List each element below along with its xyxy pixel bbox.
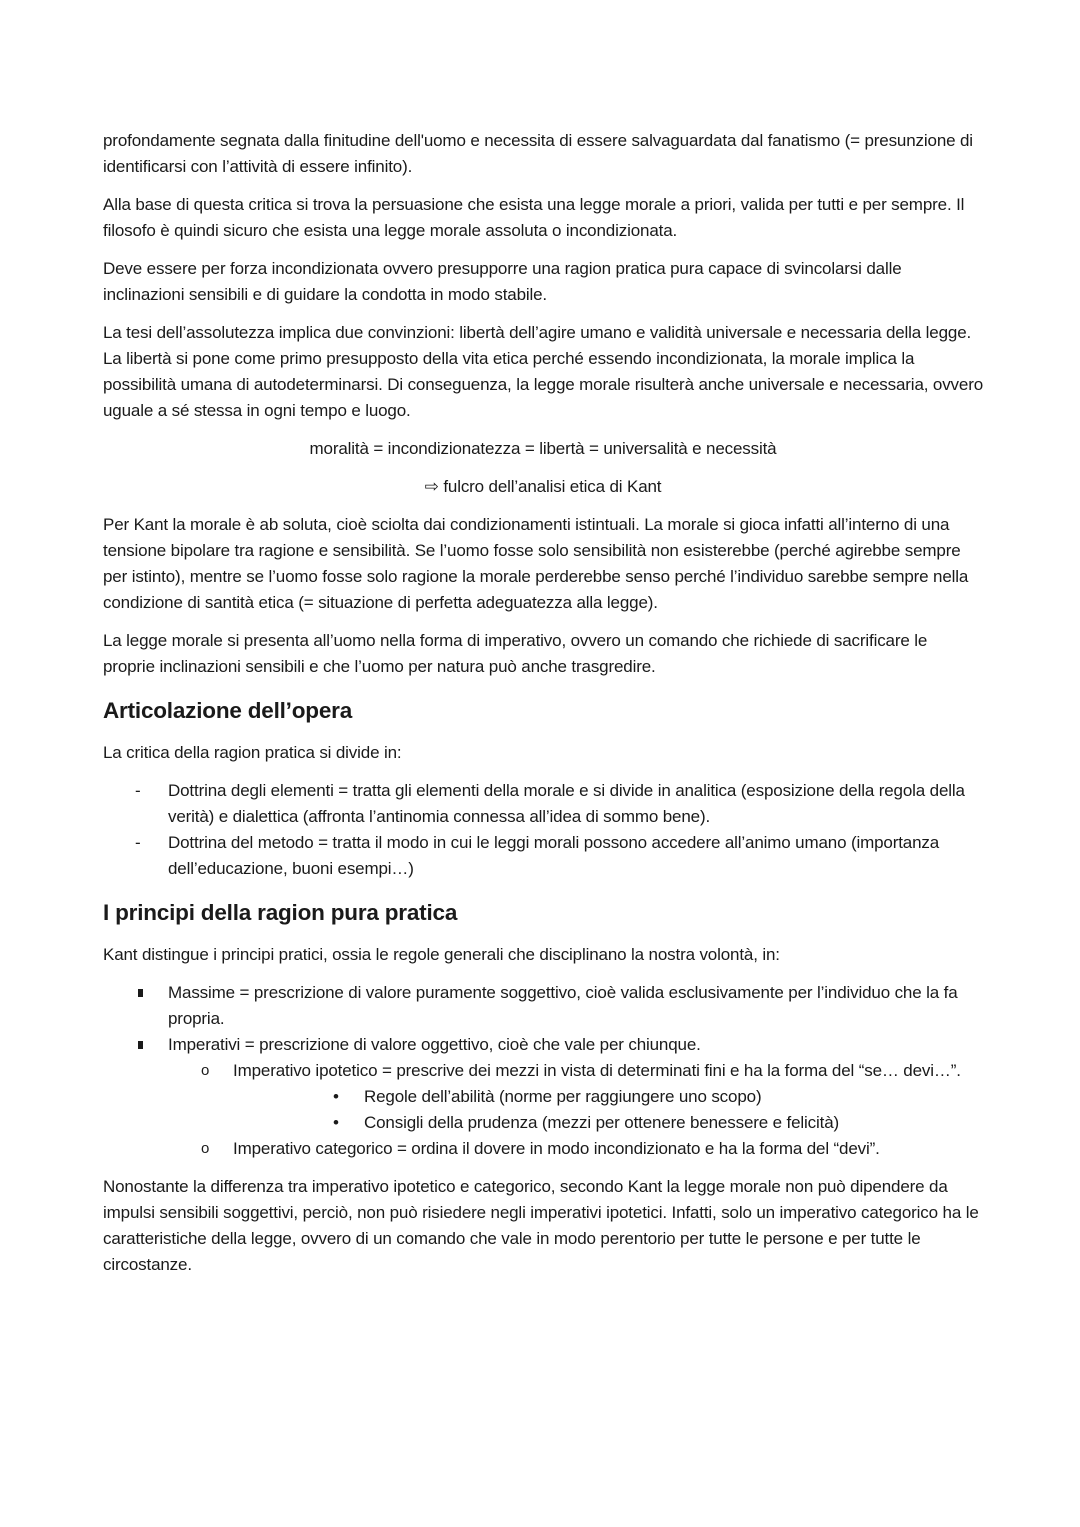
paragraph-imperativo: La legge morale si presenta all’uomo nella forma di imperativo, ovvero un comando che richiede di sacrificare le proprie inclinazioni sensibili e che l’uomo per natura può anche trasgredire. (103, 631, 928, 676)
dash-bullet-icon: - (135, 781, 141, 800)
square-bullet-icon (138, 1041, 143, 1049)
principi-intro: Kant distingue i principi pratici, ossia le regole generali che disciplinano la nostra volontà, in: (103, 945, 780, 964)
list-item-categorico: o Imperativo categorico = ordina il dovere in modo incondizionato e ha la forma del “devi”. (103, 1136, 983, 1162)
dot-bullet-icon: • (333, 1113, 339, 1132)
paragraph-fanatismo: profondamente segnata dalla finitudine dell'uomo e necessita di essere salvaguardata dal fanatismo (= presunzione di identificarsi con l’attività di essere infinito). (103, 131, 973, 176)
principi-list (103, 980, 983, 1162)
articolazione-intro: La critica della ragion pratica si divide in: (103, 743, 402, 762)
list-item-consigli: • Consigli della prudenza (mezzi per ottenere benessere e felicità) (103, 1110, 983, 1136)
heading-articolazione: Articolazione dell’opera (103, 698, 353, 723)
circle-bullet-icon: o (201, 1140, 210, 1157)
list-item-ipotetico: o Imperativo ipotetico = prescrive dei mezzi in vista di determinati fini e ha la forma del “se… devi…”. (103, 1058, 983, 1084)
formula-line: moralità = incondizionatezza = libertà = universalità e necessità (309, 439, 777, 458)
dot-bullet-icon: • (333, 1087, 339, 1106)
circle-bullet-icon: o (201, 1062, 210, 1079)
list-item-imperativi: Imperativi = prescrizione di valore oggettivo, cioè che vale per chiunque. (103, 1032, 983, 1058)
dash-bullet-icon: - (135, 833, 141, 852)
paragraph-assolutezza: La tesi dell’assolutezza implica due convinzioni: libertà dell’agire umano e validità universale e necessaria della legge. La libertà si pone come primo presupposto della vita etica perché essendo incondizionata, la morale implica la possibilità umana di autodeterminarsi. Di conseguenza, la legge morale risulterà anche universale e necessaria, ovvero uguale a sé stessa in ogni tempo e luogo. (103, 323, 984, 420)
formula-note: fulcro dell’analisi etica di Kant (443, 477, 662, 496)
list-item-regole: • Regole dell’abilità (norme per raggiungere uno scopo) (103, 1084, 983, 1110)
formula-note-line (103, 474, 983, 500)
square-bullet-icon (138, 989, 143, 997)
paragraph-incondizionata: Deve essere per forza incondizionata ovvero presupporre una ragion pratica pura capace di svincolarsi dalle inclinazioni sensibili e di guidare la condotta in modo stabile. (103, 259, 902, 304)
paragraph-conclusion: Nonostante la differenza tra imperativo ipotetico e categorico, secondo Kant la legge morale non può dipendere da impulsi sensibili soggettivi, perciò, non può risiedere negli imperativi ipotetici. Infatti, solo un imperativo categorico ha le caratteristiche della legge, ovvero di un comando che vale in modo perentorio per tutte le persone e per tutte le circostanze. (103, 1177, 979, 1274)
paragraph-legge-a-priori: Alla base di questa critica si trova la persuasione che esista una legge morale a priori, valida per tutti e per sempre. Il filosofo è quindi sicuro che esista una legge morale assoluta o incondizionata. (103, 195, 965, 240)
arrow-right-icon: ⇨ (424, 477, 439, 496)
heading-principi: I principi della ragion pura pratica (103, 900, 458, 925)
list-item: - Dottrina del metodo = tratta il modo in cui le leggi morali possono accedere all’animo umano (importanza dell’educazione, buoni esempi…) (103, 830, 983, 882)
document-page (103, 128, 983, 1290)
list-item-massime: Massime = prescrizione di valore puramente soggettivo, cioè valida esclusivamente per l’individuo che la fa propria. (103, 980, 983, 1032)
list-item: - Dottrina degli elementi = tratta gli elementi della morale e si divide in analitica (esposizione della regola della verità) e dialettica (affronta l’antinomia connessa all’idea di sommo bene). (103, 778, 983, 830)
paragraph-ab-soluta: Per Kant la morale è ab soluta, cioè sciolta dai condizionamenti istintuali. La morale si gioca infatti all’interno di una tensione bipolare tra ragione e sensibilità. Se l’uomo fosse solo sensibilità non esisterebbe (perché agirebbe sempre per istinto), mentre se l’uomo fosse solo ragione la morale perderebbe senso perché l’individuo sarebbe sempre nella condizione di santità etica (= situazione di perfetta adeguatezza alla legge). (103, 515, 969, 612)
articolazione-list (103, 778, 983, 882)
